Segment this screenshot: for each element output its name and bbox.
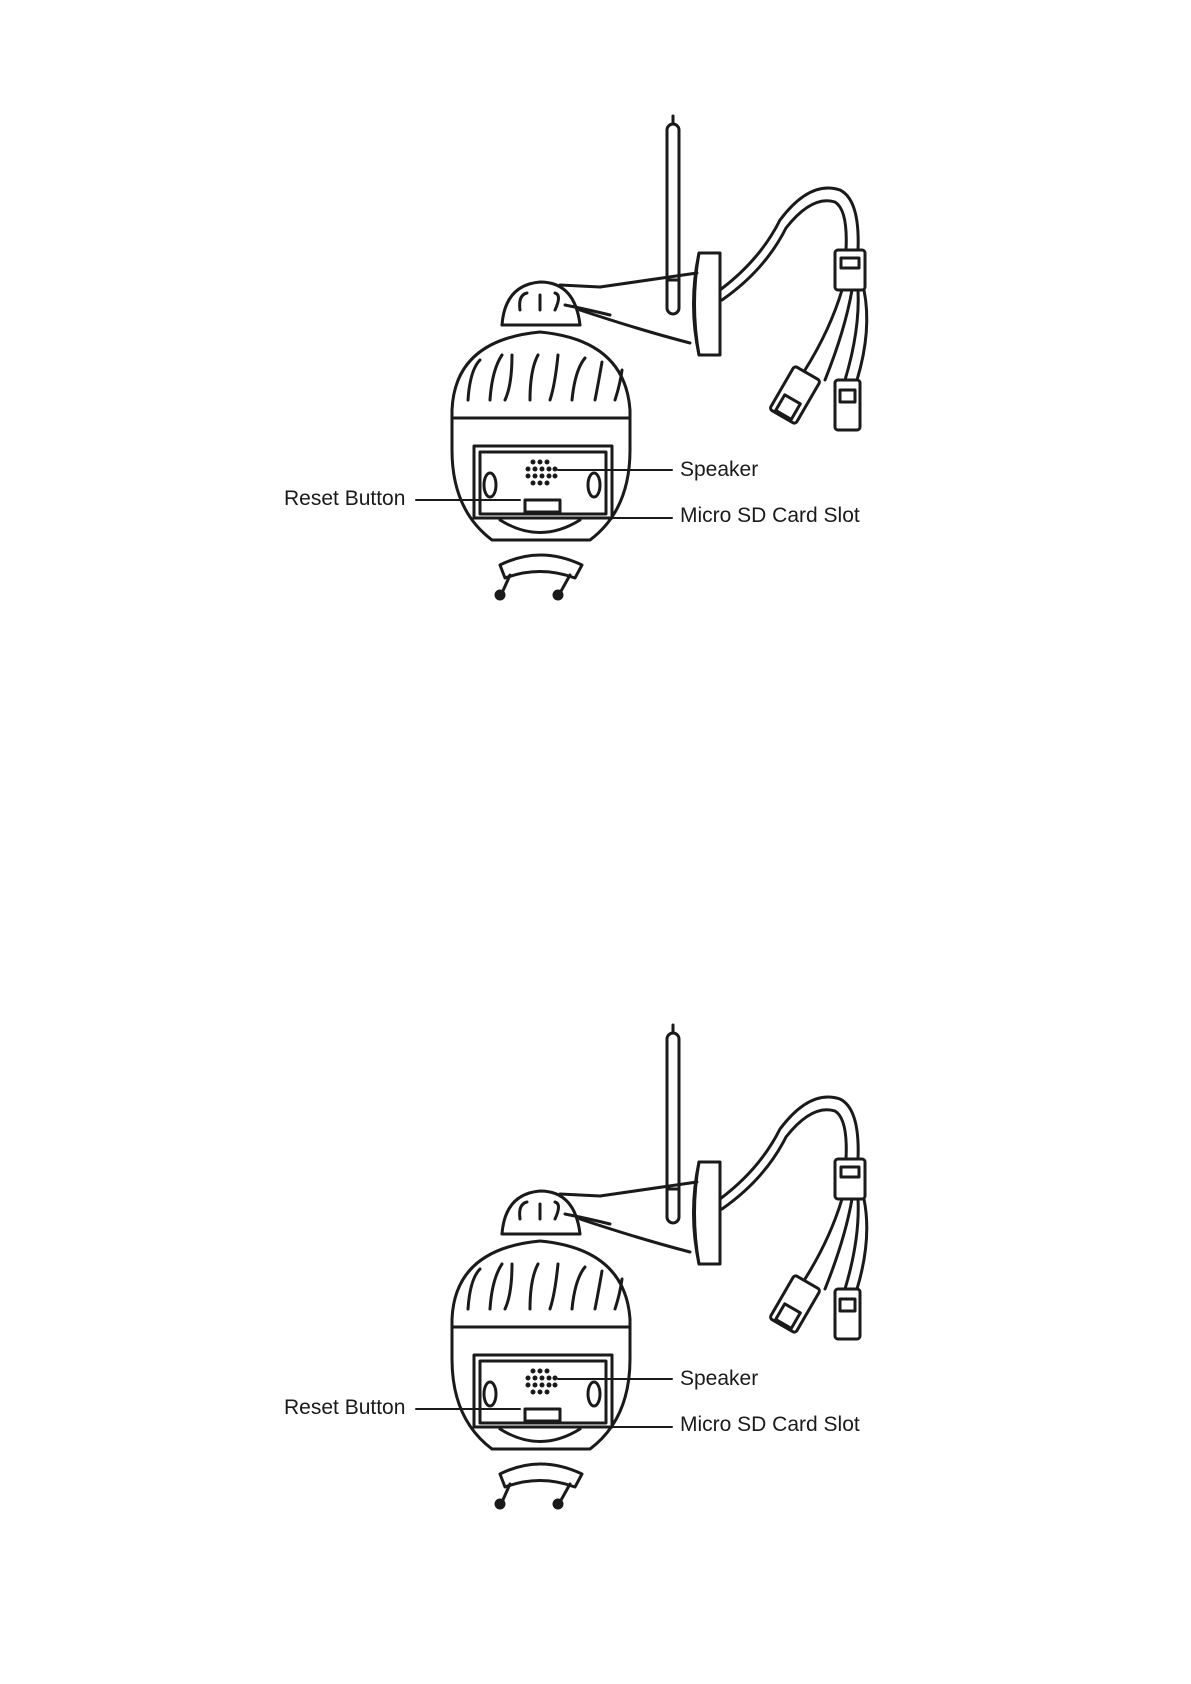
cable [720,1097,867,1339]
wall-mount [580,253,720,355]
reset-button-label: Reset Button [284,487,406,510]
cable [720,188,867,430]
arm [560,285,610,315]
arm [560,1194,610,1224]
micro-sd-card-slot-label: Micro SD Card Slot [680,504,860,527]
camera-illustration [0,100,1191,720]
top-cap [502,282,580,325]
speaker-grill [526,460,558,486]
antenna [667,1025,679,1223]
camera-diagram-1 [0,100,1191,720]
wall-mount [580,1162,720,1264]
micro-sd-card-slot-label: Micro SD Card Slot [680,1413,860,1436]
antenna [667,116,679,314]
dome-body [452,332,630,599]
dome-body [452,1241,630,1508]
speaker-label: Speaker [680,458,759,481]
top-cap [502,1191,580,1234]
reset-button-label: Reset Button [284,1396,406,1419]
speaker-label: Speaker [680,1367,759,1390]
camera-illustration [0,1009,1191,1629]
speaker-grill [526,1369,558,1395]
camera-diagram-2 [0,1009,1191,1629]
